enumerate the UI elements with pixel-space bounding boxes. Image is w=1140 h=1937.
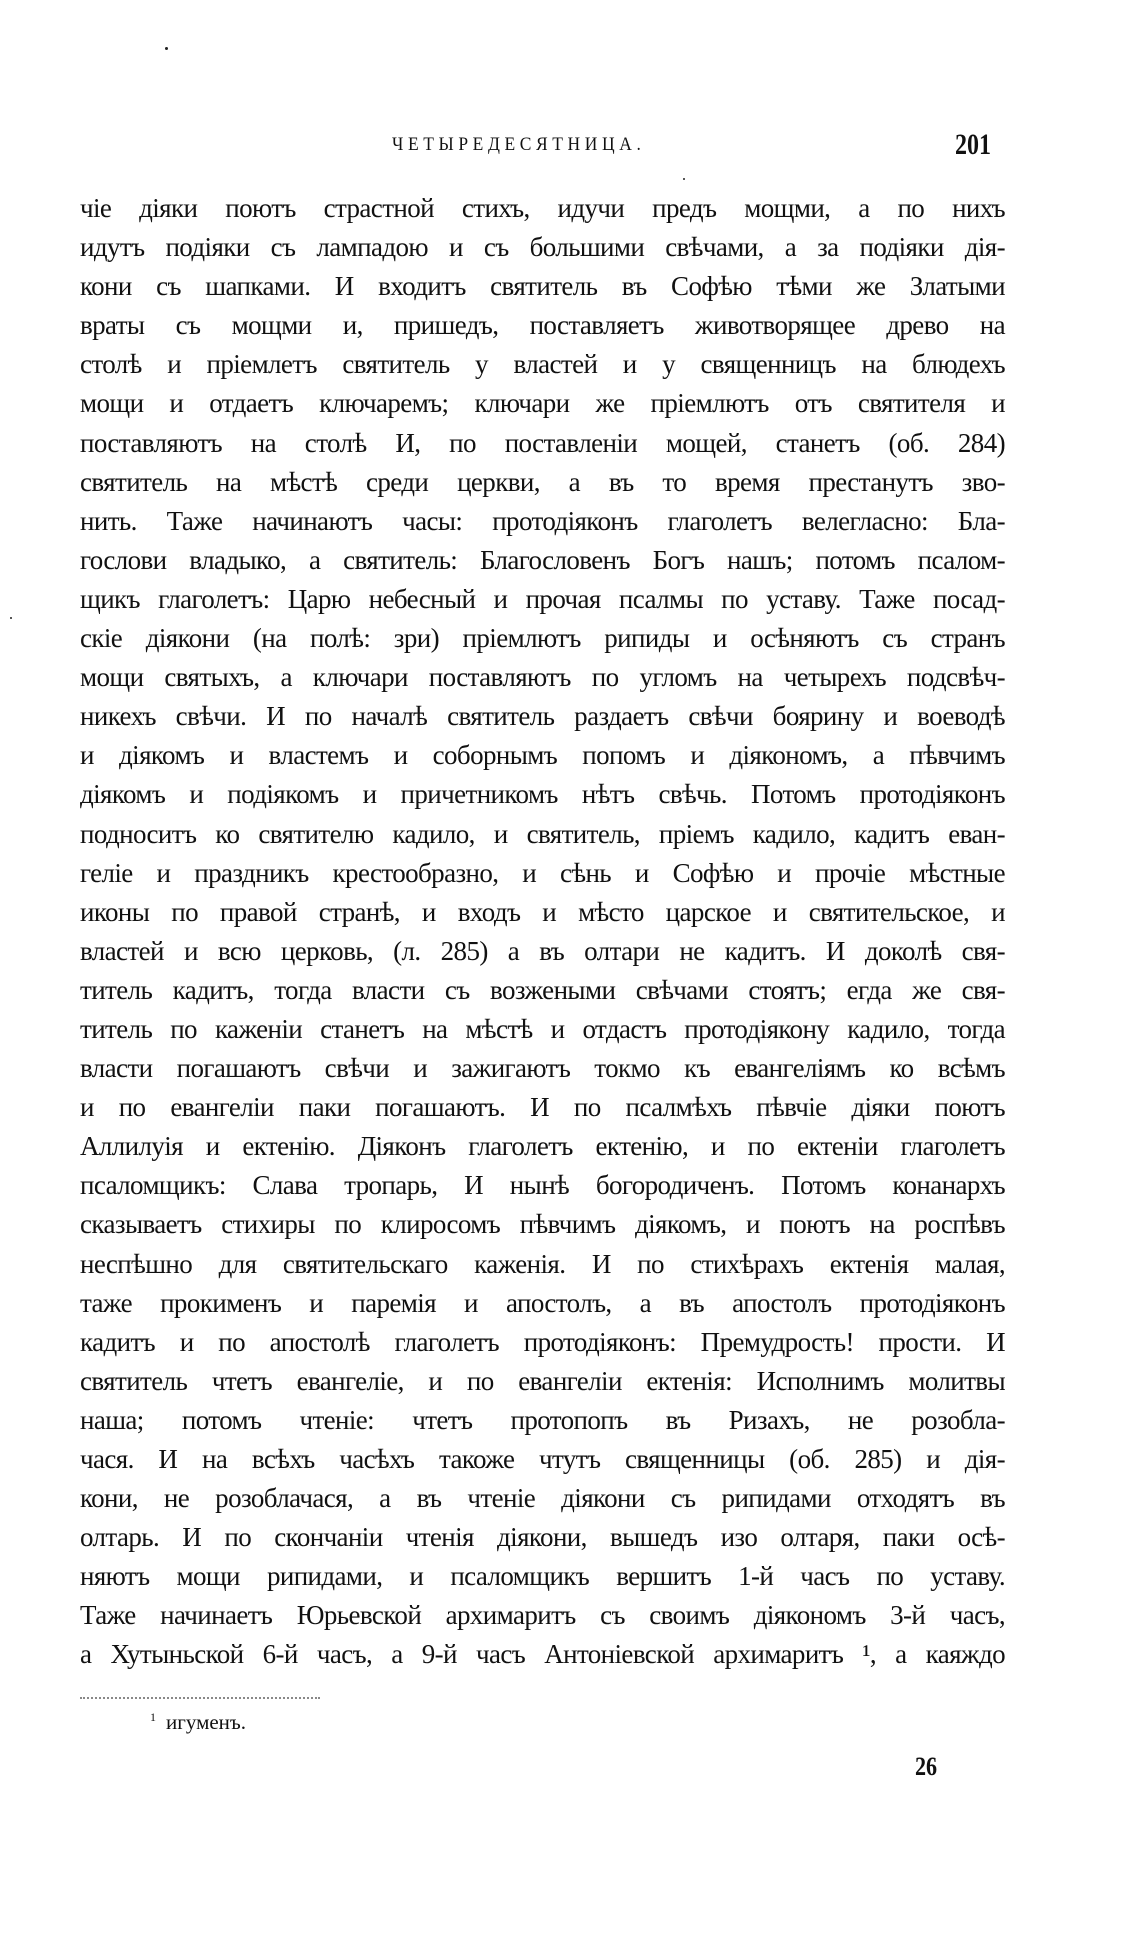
text-line-content: скіе діякони (на полѣ: зри) пріемлютъ рипиды и осѣняютъ съ странъ bbox=[80, 623, 1005, 654]
footnote bbox=[150, 1710, 246, 1735]
text-line-content: власти погашаютъ свѣчи и зажигаютъ токмо къ евангеліямъ ко всѣмъ bbox=[80, 1053, 1005, 1084]
text-line-content: олтарь. И по скончаніи чтенія діякони, вышедъ изо олтаря, паки осѣ- bbox=[80, 1522, 1005, 1553]
text-line bbox=[80, 1205, 1005, 1244]
text-line-content: псаломщикъ: Слава тропарь, И нынѣ богородиченъ. Потомъ конанархъ bbox=[80, 1170, 1005, 1201]
text-line-content: мощи и отдаетъ ключаремъ; ключари же пріемлютъ отъ святителя и bbox=[80, 388, 1005, 419]
text-line bbox=[80, 1127, 1005, 1166]
text-line bbox=[80, 1010, 1005, 1049]
print-speck bbox=[10, 617, 12, 619]
text-line-content: Аллилуія и ектенію. Діяконъ глаголетъ ектенію, и по ектеніи глаголетъ bbox=[80, 1131, 1005, 1162]
text-line-content: таже прокименъ и паремія и апостолъ, а въ апостолъ протодіяконъ bbox=[80, 1287, 1005, 1318]
text-line-content: никехъ свѣчи. И по началѣ святитель раздаетъ свѣчи боярину и воеводѣ bbox=[80, 701, 1005, 732]
text-line-content: враты съ мощми и, пришедъ, поставляетъ животворящее древо на bbox=[80, 310, 1005, 341]
text-line-content: подноситъ ко святителю кадило, и святитель, пріемъ кадило, кадитъ еван- bbox=[80, 818, 1005, 849]
text-line bbox=[80, 697, 1005, 736]
text-line-content: поставляютъ на столѣ И, по поставленіи мощей, станетъ (об. 284) bbox=[80, 427, 1005, 458]
text-line-content: кони, не розоблачася, а въ чтеніе діякони съ рипидами отходятъ въ bbox=[80, 1483, 1005, 1514]
text-line bbox=[80, 267, 1005, 306]
text-line bbox=[80, 1245, 1005, 1284]
text-line bbox=[80, 1479, 1005, 1518]
text-line bbox=[80, 1596, 1005, 1635]
text-line bbox=[80, 971, 1005, 1010]
text-line-content: чася. И на всѣхъ часѣхъ такоже чтутъ священницы (об. 285) и дія- bbox=[80, 1444, 1005, 1474]
text-line-content: титель по каженіи станетъ на мѣстѣ и отдастъ протодіякону кадило, тогда bbox=[80, 1013, 1005, 1044]
text-line bbox=[80, 854, 1005, 893]
text-line bbox=[80, 306, 1005, 345]
text-line bbox=[80, 1284, 1005, 1323]
print-speck bbox=[165, 47, 168, 50]
text-line-content: няютъ мощи рипидами, и псаломщикъ вершитъ 1-й часъ по уставу. bbox=[80, 1561, 1005, 1592]
text-line bbox=[80, 815, 1005, 854]
text-line bbox=[80, 502, 1005, 541]
text-line bbox=[80, 1401, 1005, 1440]
print-speck bbox=[683, 178, 685, 180]
text-line-content: неспѣшно для святительскаго каженія. И по стихѣрахъ ектенія малая, bbox=[80, 1248, 1005, 1279]
text-line bbox=[80, 775, 1005, 814]
text-line bbox=[80, 619, 1005, 658]
running-head: ЧЕТЫРЕДЕСЯТНИЦА. bbox=[392, 134, 646, 155]
text-line bbox=[80, 228, 1005, 267]
text-line bbox=[80, 424, 1005, 463]
footnote-rule bbox=[80, 1697, 320, 1699]
text-line-content: столѣ и пріемлетъ святитель у властей и у священницъ на блюдехъ bbox=[80, 349, 1005, 380]
text-line bbox=[80, 1518, 1005, 1557]
text-line-content: титель кадитъ, тогда власти съ возжеными свѣчами стоятъ; егда же свя- bbox=[80, 974, 1005, 1005]
text-line bbox=[80, 1362, 1005, 1401]
text-line-content: діякомъ и подіякомъ и причетникомъ нѣтъ свѣчь. Потомъ протодіяконъ bbox=[80, 779, 1005, 810]
text-line-content: идутъ подіяки съ лампадою и съ большими свѣчами, а за подіяки дія- bbox=[80, 232, 1005, 263]
page-number: 201 bbox=[955, 128, 991, 161]
text-line bbox=[80, 1166, 1005, 1205]
text-line bbox=[80, 541, 1005, 580]
text-line bbox=[80, 1635, 1005, 1674]
text-line-content: властей и всю церковь, (л. 285) а въ олтари не кадитъ. И доколѣ свя- bbox=[80, 935, 1005, 966]
text-line bbox=[80, 736, 1005, 775]
text-line-content: кони съ шапками. И входитъ святитель въ Софѣю тѣми же Златыми bbox=[80, 271, 1005, 302]
text-line bbox=[80, 463, 1005, 502]
text-line-content: мощи святыхъ, а ключари поставляютъ по угломъ на четырехъ подсвѣч- bbox=[80, 662, 1005, 693]
signature-mark: 26 bbox=[915, 1752, 938, 1781]
text-line bbox=[80, 1323, 1005, 1362]
text-line bbox=[80, 1557, 1005, 1596]
text-line-content: чіе діяки поютъ страстной стихъ, идучи предъ мощми, а по нихъ bbox=[80, 193, 1005, 223]
text-line-content: наша; потомъ чтеніе: чтетъ протопопъ въ Ризахъ, не розобла- bbox=[80, 1404, 1005, 1435]
text-line-content: геліе и праздникъ крестообразно, и сѣнь и Софѣю и прочіе мѣстные bbox=[80, 857, 1005, 888]
text-line bbox=[80, 932, 1005, 971]
text-line bbox=[80, 189, 1005, 228]
text-line bbox=[80, 345, 1005, 384]
text-line bbox=[80, 384, 1005, 423]
text-line bbox=[80, 658, 1005, 697]
text-line-content: святитель на мѣстѣ среди церкви, а въ то время престанутъ зво- bbox=[80, 466, 1005, 497]
text-line bbox=[80, 893, 1005, 932]
text-line-content: и по евангеліи паки погашаютъ. И по псалмѣхъ пѣвчіе діяки поютъ bbox=[80, 1092, 1005, 1123]
footnote-marker: 1 bbox=[150, 1710, 156, 1724]
text-line bbox=[80, 1088, 1005, 1127]
text-line bbox=[80, 1440, 1005, 1479]
text-line-content: щикъ глаголетъ: Царю небесный и прочая псалмы по уставу. Таже посад- bbox=[80, 583, 1005, 614]
text-line-content: иконы по правой странѣ, и входъ и мѣсто царское и святительское, и bbox=[80, 896, 1005, 927]
text-line-content: и діякомъ и властемъ и соборнымъ попомъ и діякономъ, а пѣвчимъ bbox=[80, 740, 1005, 771]
footnote-text: игуменъ. bbox=[166, 1710, 247, 1734]
text-line-content: кадитъ и по апостолѣ глаголетъ протодіяконъ: Премудрость! прости. И bbox=[80, 1326, 1005, 1357]
text-line-content: а Хутыньской 6-й часъ, а 9-й часъ Антоніевской архимаритъ ¹, а каяждо bbox=[80, 1639, 1005, 1670]
text-line-content: гослови владыко, а святитель: Благословенъ Богъ нашъ; потомъ псалом- bbox=[80, 544, 1005, 575]
text-line-content: нить. Таже начинаютъ часы: протодіяконъ глаголетъ велегласно: Бла- bbox=[80, 505, 1005, 536]
body-text bbox=[80, 189, 1005, 1675]
text-line-content: Таже начинаетъ Юрьевской архимаритъ съ своимъ діякономъ 3-й часъ, bbox=[80, 1600, 1005, 1631]
text-line-content: сказываетъ стихиры по клиросомъ пѣвчимъ діякомъ, и поютъ на роспѣвъ bbox=[80, 1209, 1005, 1240]
text-line-content: святитель чтетъ евангеліе, и по евангеліи ектенія: Исполнимъ молитвы bbox=[80, 1365, 1005, 1396]
text-line bbox=[80, 580, 1005, 619]
text-line bbox=[80, 1049, 1005, 1088]
